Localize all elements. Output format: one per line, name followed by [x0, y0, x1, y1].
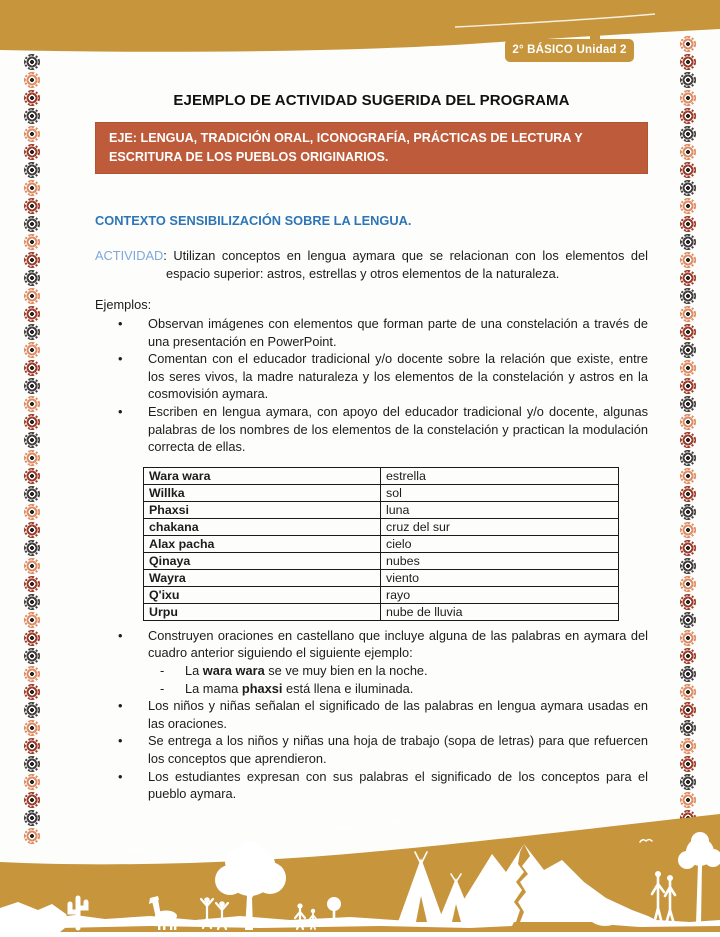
rosette-medallion-icon [680, 720, 696, 736]
rosette-medallion-icon [24, 90, 40, 106]
bullet-item [95, 697, 648, 732]
rosette-medallion-icon [24, 54, 40, 70]
rosette-medallion-icon [24, 576, 40, 592]
right-border-ornament [680, 36, 696, 826]
example-sentence [148, 662, 648, 680]
rosette-medallion-icon [680, 774, 696, 790]
rosette-medallion-icon [24, 486, 40, 502]
rosette-medallion-icon [680, 558, 696, 574]
rosette-medallion-icon [680, 684, 696, 700]
rosette-medallion-icon [680, 126, 696, 142]
example-pre: La [185, 662, 203, 678]
rosette-medallion-icon [24, 702, 40, 718]
bullet-text: Construyen oraciones en castellano que incluye alguna de las palabras en aymara del cuadro anterior siguiendo el siguiente ejemplo: [148, 627, 648, 661]
left-border-ornament [24, 54, 40, 844]
rosette-medallion-icon [680, 594, 696, 610]
rosette-medallion-icon [680, 144, 696, 160]
eje-banner [95, 122, 648, 174]
rosette-medallion-icon [680, 234, 696, 250]
aymara-cell: Wara wara [144, 467, 381, 484]
rosette-medallion-icon [24, 162, 40, 178]
bullet-item [95, 732, 648, 767]
activity-label: ACTIVIDAD [95, 248, 164, 263]
rosette-medallion-icon [24, 288, 40, 304]
rosette-medallion-icon [680, 432, 696, 448]
rosette-medallion-icon [680, 630, 696, 646]
spanish-cell: estrella [381, 467, 619, 484]
rosette-medallion-icon [24, 306, 40, 322]
bullet-list-after-table [95, 627, 648, 803]
bullet-item [95, 403, 648, 456]
rosette-medallion-icon [680, 486, 696, 502]
rosette-medallion-icon [24, 738, 40, 754]
footer-illustration [0, 812, 720, 932]
aymara-cell: chakana [144, 518, 381, 535]
rosette-medallion-icon [680, 450, 696, 466]
bullet-marker: • [118, 733, 123, 749]
spanish-cell: nube de lluvia [381, 603, 619, 620]
rosette-medallion-icon [680, 756, 696, 772]
rosette-medallion-icon [680, 396, 696, 412]
rosette-medallion-icon [24, 468, 40, 484]
document-body [95, 0, 648, 803]
table-row [144, 501, 619, 518]
context-heading: CONTEXTO SENSIBILIZACIÓN SOBRE LA LENGUA. [95, 213, 412, 228]
rosette-medallion-icon [24, 108, 40, 124]
rosette-medallion-icon [24, 666, 40, 682]
bullet-text: Se entrega a los niños y niñas una hoja de trabajo (sopa de letras) para que refuercen los conceptos que aprendieron. [148, 733, 648, 766]
rosette-medallion-icon [24, 360, 40, 376]
rosette-medallion-icon [680, 378, 696, 394]
rosette-medallion-icon [24, 126, 40, 142]
aymara-cell: Alax pacha [144, 535, 381, 552]
bullet-marker: • [118, 768, 123, 784]
rosette-medallion-icon [680, 90, 696, 106]
rosette-medallion-icon [24, 324, 40, 340]
rosette-medallion-icon [680, 702, 696, 718]
bullet-text: Comentan con el educador tradicional y/o docente sobre la relación que existe, entre los seres vivos, la madre naturaleza y los elementos de la constelación y astros en la cosmovisión aymara. [148, 351, 648, 402]
rosette-medallion-icon [680, 198, 696, 214]
rosette-medallion-icon [680, 342, 696, 358]
rosette-medallion-icon [680, 504, 696, 520]
rosette-medallion-icon [24, 612, 40, 628]
example-sentence [148, 680, 648, 698]
table-row [144, 569, 619, 586]
dash-marker: - [160, 680, 165, 696]
spanish-cell: luna [381, 501, 619, 518]
bullet-text: Los niños y niñas señalan el significado de las palabras en lengua aymara usadas en las oraciones. [148, 698, 648, 731]
activity-separator: : [163, 248, 174, 263]
rosette-medallion-icon [24, 396, 40, 412]
aymara-cell: Qinaya [144, 552, 381, 569]
spanish-cell: nubes [381, 552, 619, 569]
example-pre: La mama [185, 680, 242, 696]
rosette-medallion-icon [24, 720, 40, 736]
aymara-cell: Urpu [144, 603, 381, 620]
bullet-item [95, 627, 648, 697]
rosette-medallion-icon [24, 234, 40, 250]
rosette-medallion-icon [680, 180, 696, 196]
table-row [144, 586, 619, 603]
rosette-medallion-icon [680, 216, 696, 232]
rosette-medallion-icon [680, 540, 696, 556]
spanish-cell: sol [381, 484, 619, 501]
rosette-medallion-icon [24, 414, 40, 430]
bullet-marker: • [118, 351, 123, 367]
rosette-medallion-icon [680, 270, 696, 286]
vocab-table [143, 467, 619, 621]
rosette-medallion-icon [680, 252, 696, 268]
example-aymara-word: wara wara [202, 662, 265, 678]
rosette-medallion-icon [680, 306, 696, 322]
bullet-text: Los estudiantes expresan con sus palabras el significado de los conceptos para el pueblo aymara. [148, 768, 648, 802]
bullet-marker: • [118, 627, 123, 643]
table-row [144, 518, 619, 535]
aymara-cell: Q'ixu [144, 586, 381, 603]
table-row [144, 603, 619, 620]
rosette-medallion-icon [24, 450, 40, 466]
spanish-cell: rayo [381, 586, 619, 603]
bullet-item [95, 768, 648, 803]
rosette-medallion-icon [24, 378, 40, 394]
rosette-medallion-icon [24, 342, 40, 358]
rosette-medallion-icon [680, 468, 696, 484]
bullet-list-before-table [95, 315, 648, 456]
rosette-medallion-icon [24, 540, 40, 556]
rosette-medallion-icon [680, 666, 696, 682]
example-post: está llena e iluminada. [282, 680, 414, 696]
rosette-medallion-icon [680, 792, 696, 808]
bullet-marker: • [118, 698, 123, 714]
rosette-medallion-icon [680, 360, 696, 376]
rosette-medallion-icon [24, 558, 40, 574]
rosette-medallion-icon [24, 648, 40, 664]
rosette-medallion-icon [680, 414, 696, 430]
rosette-medallion-icon [24, 270, 40, 286]
bullet-marker: • [118, 316, 123, 331]
bullet-marker: • [118, 403, 123, 419]
dash-marker: - [160, 662, 165, 678]
bullet-text: Escriben en lengua aymara, con apoyo del educador tradicional y/o docente, algunas palabras de los nombres de los elementos de la constelación y practican la modulación correcta de ellas. [148, 403, 648, 455]
rosette-medallion-icon [24, 198, 40, 214]
rosette-medallion-icon [24, 432, 40, 448]
example-post: se ve muy bien en la noche. [264, 662, 428, 678]
rosette-medallion-icon [680, 108, 696, 124]
table-row [144, 484, 619, 501]
activity-paragraph [95, 247, 648, 282]
aymara-cell: Wayra [144, 569, 381, 586]
footer-landscape-svg [0, 812, 720, 932]
aymara-cell: Willka [144, 484, 381, 501]
table-row [144, 535, 619, 552]
rosette-medallion-icon [24, 684, 40, 700]
bullet-item [95, 315, 648, 350]
table-row [144, 467, 619, 484]
rosette-medallion-icon [24, 180, 40, 196]
vocab-table-body [144, 467, 619, 620]
rosette-medallion-icon [680, 612, 696, 628]
activity-text: Utilizan conceptos en lengua aymara que se relacionan con los elementos del espacio superior: astros, estrellas y otros elementos de la naturaleza. [166, 248, 648, 281]
rosette-medallion-icon [680, 324, 696, 340]
rosette-medallion-icon [24, 216, 40, 232]
rosette-medallion-icon [24, 774, 40, 790]
rosette-medallion-icon [24, 504, 40, 520]
rosette-medallion-icon [24, 72, 40, 88]
spanish-cell: viento [381, 569, 619, 586]
rosette-medallion-icon [680, 522, 696, 538]
aymara-cell: Phaxsi [144, 501, 381, 518]
rosette-medallion-icon [24, 630, 40, 646]
rosette-medallion-icon [680, 72, 696, 88]
rosette-medallion-icon [680, 54, 696, 70]
rosette-medallion-icon [680, 738, 696, 754]
rosette-medallion-icon [24, 522, 40, 538]
rosette-medallion-icon [680, 648, 696, 664]
example-aymara-word: phaxsi [241, 680, 283, 696]
rosette-medallion-icon [680, 36, 696, 52]
unit-badge: 2° BÁSICO Unidad 2 [505, 39, 634, 62]
rosette-medallion-icon [24, 792, 40, 808]
bullet-item [95, 350, 648, 403]
eje-banner-text: EJE: LENGUA, TRADICIÓN ORAL, ICONOGRAFÍA, PRÁCTICAS DE LECTURA Y ESCRITURA DE LOS PUEBLOS ORIGINARIOS. [109, 131, 583, 164]
spanish-cell: cielo [381, 535, 619, 552]
rosette-medallion-icon [24, 252, 40, 268]
bullet-text: Observan imágenes con elementos que forman parte de una constelación a través de una presentación en PowerPoint. [148, 316, 648, 349]
page-title: EJEMPLO DE ACTIVIDAD SUGERIDA DEL PROGRAMA [173, 92, 570, 109]
rosette-medallion-icon [24, 756, 40, 772]
rosette-medallion-icon [24, 594, 40, 610]
rosette-medallion-icon [680, 576, 696, 592]
examples-label: Ejemplos: [95, 297, 152, 312]
rosette-medallion-icon [680, 288, 696, 304]
table-row [144, 552, 619, 569]
rosette-medallion-icon [24, 144, 40, 160]
spanish-cell: cruz del sur [381, 518, 619, 535]
rosette-medallion-icon [680, 162, 696, 178]
